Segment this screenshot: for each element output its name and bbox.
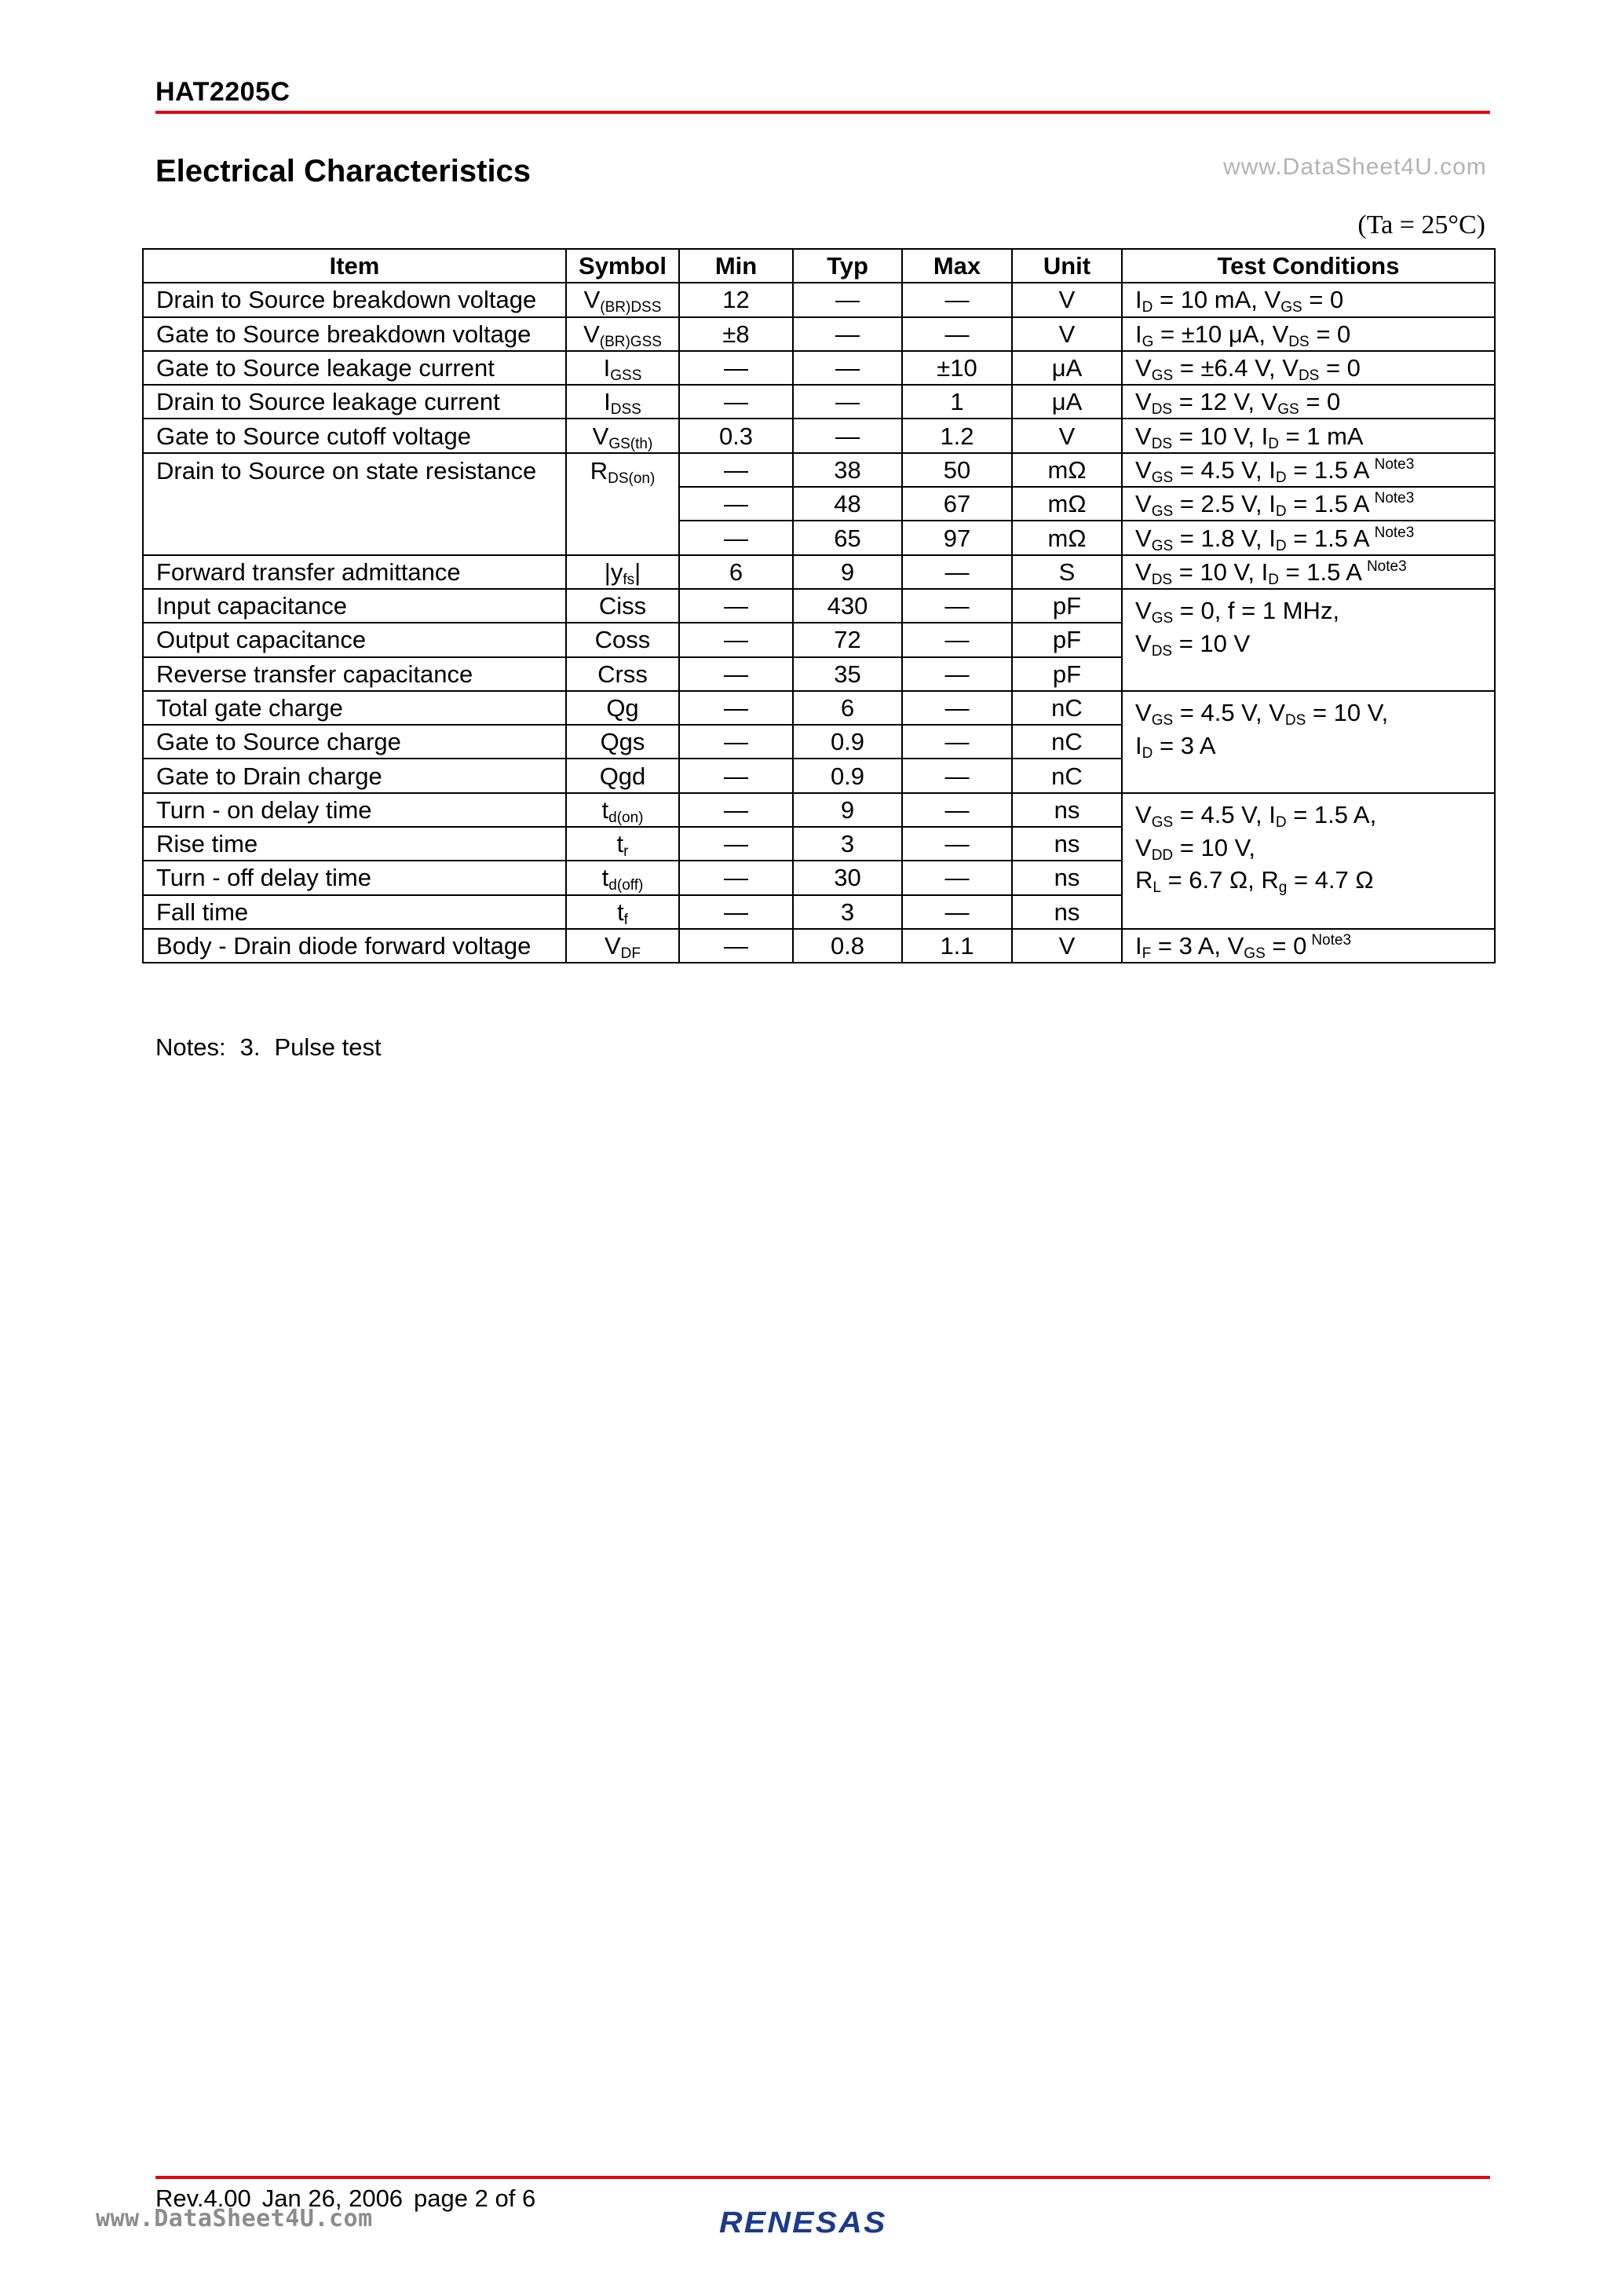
header-item: Item xyxy=(143,249,566,283)
test-condition-cell: $V_{GS} = 1.8$ V, $I_D = 1.5$ A $^{Note3}$ xyxy=(1122,521,1495,554)
unit-cell: V xyxy=(1012,317,1122,351)
watermark-text: www.DataSheet4U.com xyxy=(1223,154,1487,180)
unit-cell: ns xyxy=(1012,895,1122,929)
symbol-subscript: d(off) xyxy=(608,877,644,894)
item-cell: Rise time xyxy=(143,827,566,861)
symbol-cell xyxy=(566,725,679,759)
header-test-conditions: Test Conditions xyxy=(1122,249,1495,283)
symbol-main: V xyxy=(583,286,601,314)
symbol-cell xyxy=(566,827,679,861)
max-cell: — xyxy=(902,589,1012,623)
symbol-subscript: GSS xyxy=(610,367,642,385)
symbol-main: |y xyxy=(604,558,623,586)
min-cell: — xyxy=(679,793,793,827)
item-cell: Gate to Drain charge xyxy=(143,759,566,792)
table-row xyxy=(143,691,1495,725)
min-cell: — xyxy=(679,725,793,759)
typ-cell: 9 xyxy=(793,793,902,827)
min-cell: — xyxy=(679,623,793,656)
symbol-subscript: GS(th) xyxy=(608,435,653,452)
symbol-cell xyxy=(566,691,679,725)
table-row xyxy=(143,929,1495,963)
min-cell: — xyxy=(679,929,793,963)
symbol-subscript: fs xyxy=(623,571,635,588)
note-number: 3. xyxy=(239,1033,261,1061)
min-cell: — xyxy=(679,691,793,725)
symbol-subscript: (BR)GSS xyxy=(599,333,662,350)
footer-watermark: www.DataSheet4U.com xyxy=(96,2205,373,2232)
symbol-cell xyxy=(566,453,679,555)
symbol-cell xyxy=(566,555,679,589)
symbol-cell xyxy=(566,351,679,385)
note-text: Pulse test xyxy=(274,1033,382,1061)
symbol-subscript: d(on) xyxy=(608,809,644,826)
typ-cell: — xyxy=(793,283,902,316)
item-cell: Total gate charge xyxy=(143,691,566,725)
max-cell: — xyxy=(902,793,1012,827)
min-cell: 0.3 xyxy=(679,419,793,452)
test-condition-cell: $I_D = 10$ mA, $V_{GS} = 0$ xyxy=(1122,283,1495,316)
item-cell: Gate to Source cutoff voltage xyxy=(143,419,566,452)
symbol-subscript: DF xyxy=(620,945,641,963)
item-cell: Gate to Source breakdown voltage xyxy=(143,317,566,351)
unit-cell: mΩ xyxy=(1012,487,1122,521)
max-cell: — xyxy=(902,317,1012,351)
unit-cell: pF xyxy=(1012,657,1122,691)
unit-cell: mΩ xyxy=(1012,453,1122,487)
symbol-cell xyxy=(566,385,679,419)
table-row xyxy=(143,419,1495,452)
symbol-main: Qgd xyxy=(599,762,646,790)
notes-label: Notes: xyxy=(155,1033,226,1061)
test-condition-cell: $V_{DS} = 10$ V, $I_D = 1$ mA xyxy=(1122,419,1495,452)
typ-cell: 48 xyxy=(793,487,902,521)
unit-cell: V xyxy=(1012,929,1122,963)
unit-cell: S xyxy=(1012,555,1122,589)
footer-rev: Rev.4.00 xyxy=(155,2184,251,2212)
unit-cell: pF xyxy=(1012,589,1122,623)
typ-cell: 9 xyxy=(793,555,902,589)
test-condition-cell: $V_{GS} = 2.5$ V, $I_D = 1.5$ A $^{Note3}$ xyxy=(1122,487,1495,521)
symbol-subscript: (BR)DSS xyxy=(600,299,662,316)
item-cell: Fall time xyxy=(143,895,566,929)
symbol-cell xyxy=(566,861,679,894)
symbol-cell xyxy=(566,929,679,963)
typ-cell: 430 xyxy=(793,589,902,623)
max-cell: 1.2 xyxy=(902,419,1012,452)
header-unit: Unit xyxy=(1012,249,1122,283)
item-cell: Reverse transfer capacitance xyxy=(143,657,566,691)
test-condition-cell: $I_F = 3$ A, $V_{GS} = 0$ $^{Note3}$ xyxy=(1122,929,1495,963)
test-condition-cell: $V_{GS} = 4.5$ V, $I_D = 1.5$ A $^{Note3}$ xyxy=(1122,453,1495,487)
table-row xyxy=(143,555,1495,589)
table-row xyxy=(143,589,1495,623)
test-condition-cell: $V_{DS} = 10$ V, $I_D = 1.5$ A $^{Note3}$ xyxy=(1122,555,1495,589)
symbol-main: I xyxy=(603,354,611,382)
symbol-main: V xyxy=(592,422,609,450)
table-row xyxy=(143,385,1495,419)
max-cell: — xyxy=(902,657,1012,691)
min-cell: 12 xyxy=(679,283,793,316)
section-title: Electrical Characteristics xyxy=(155,154,532,188)
test-condition-cell: $V_{DS} = 12$ V, $V_{GS} = 0$ xyxy=(1122,385,1495,419)
table-row xyxy=(143,283,1495,316)
symbol-cell xyxy=(566,623,679,656)
renesas-logo: RENESAS xyxy=(719,2206,887,2239)
max-cell: — xyxy=(902,725,1012,759)
item-cell: Gate to Source leakage current xyxy=(143,351,566,385)
min-cell: — xyxy=(679,861,793,894)
symbol-main: Qg xyxy=(606,694,639,722)
symbol-main: Qgs xyxy=(600,728,645,756)
max-cell: 97 xyxy=(902,521,1012,554)
table-row xyxy=(143,317,1495,351)
footer-page: page 2 of 6 xyxy=(414,2184,536,2212)
symbol-cell xyxy=(566,759,679,792)
typ-cell: 35 xyxy=(793,657,902,691)
typ-cell: — xyxy=(793,419,902,452)
test-condition-cell: $V_{GS} = 4.5$ V, $V_{DS} = 10$ V, $I_D = 3$ A xyxy=(1122,691,1495,793)
typ-cell: 72 xyxy=(793,623,902,656)
symbol-main: Ciss xyxy=(598,592,647,620)
symbol-cell xyxy=(566,283,679,316)
symbol-suffix: | xyxy=(634,558,641,586)
notes xyxy=(155,1033,396,1062)
item-cell: Output capacitance xyxy=(143,623,566,656)
typ-cell: 0.9 xyxy=(793,725,902,759)
min-cell: — xyxy=(679,521,793,554)
ambient-temperature-note: (Ta = 25°C) xyxy=(1357,210,1485,239)
symbol-main: Coss xyxy=(594,626,651,654)
symbol-cell xyxy=(566,793,679,827)
test-condition-cell: $V_{GS} = 4.5$ V, $I_D = 1.5$ A, $V_{DD} = 10$ V, $R_L = 6.7$ Ω, $R_g = 4.7$ Ω xyxy=(1122,793,1495,929)
max-cell: — xyxy=(902,895,1012,929)
max-cell: 1.1 xyxy=(902,929,1012,963)
symbol-main: I xyxy=(604,388,611,416)
unit-cell: μA xyxy=(1012,385,1122,419)
test-condition-cell: $V_{GS} = 0$, f = 1 MHz, $V_{DS} = 10$ V xyxy=(1122,589,1495,691)
symbol-cell xyxy=(566,589,679,623)
symbol-main: t xyxy=(616,830,624,858)
symbol-main: t xyxy=(601,795,609,824)
typ-cell: 3 xyxy=(793,827,902,861)
min-cell: ±8 xyxy=(679,317,793,351)
typ-cell: 0.9 xyxy=(793,759,902,792)
symbol-cell xyxy=(566,895,679,929)
header-typ: Typ xyxy=(793,249,902,283)
item-cell: Drain to Source on state resistance xyxy=(143,453,566,555)
unit-cell: mΩ xyxy=(1012,521,1122,554)
min-cell: — xyxy=(679,351,793,385)
part-number: HAT2205C xyxy=(155,77,290,107)
typ-cell: — xyxy=(793,385,902,419)
unit-cell: V xyxy=(1012,283,1122,316)
symbol-subscript: f xyxy=(623,911,628,928)
unit-cell: nC xyxy=(1012,759,1122,792)
min-cell: — xyxy=(679,487,793,521)
header-min: Min xyxy=(679,249,793,283)
max-cell: — xyxy=(902,861,1012,894)
min-cell: — xyxy=(679,657,793,691)
typ-cell: 30 xyxy=(793,861,902,894)
header-rule xyxy=(155,111,1490,114)
item-cell: Turn - on delay time xyxy=(143,793,566,827)
symbol-cell xyxy=(566,317,679,351)
unit-cell: ns xyxy=(1012,827,1122,861)
test-condition-cell: $V_{GS} = \pm 6.4$ V, $V_{DS} = 0$ xyxy=(1122,351,1495,385)
min-cell: — xyxy=(679,759,793,792)
footer-date: Jan 26, 2006 xyxy=(261,2184,404,2212)
item-cell: Drain to Source breakdown voltage xyxy=(143,283,566,316)
max-cell: ±10 xyxy=(902,351,1012,385)
header-symbol: Symbol xyxy=(566,249,679,283)
min-cell: — xyxy=(679,453,793,487)
table-row xyxy=(143,793,1495,827)
typ-cell: 0.8 xyxy=(793,929,902,963)
max-cell: — xyxy=(902,827,1012,861)
min-cell: — xyxy=(679,895,793,929)
symbol-cell xyxy=(566,657,679,691)
typ-cell: 38 xyxy=(793,453,902,487)
min-cell: — xyxy=(679,385,793,419)
unit-cell: nC xyxy=(1012,691,1122,725)
typ-cell: 3 xyxy=(793,895,902,929)
typ-cell: — xyxy=(793,317,902,351)
min-cell: — xyxy=(679,827,793,861)
test-condition-cell: $I_G = \pm 10$ μA, $V_{DS} = 0$ xyxy=(1122,317,1495,351)
typ-cell: — xyxy=(793,351,902,385)
symbol-main: t xyxy=(601,864,609,892)
typ-cell: 6 xyxy=(793,691,902,725)
max-cell: — xyxy=(902,555,1012,589)
max-cell: 50 xyxy=(902,453,1012,487)
unit-cell: pF xyxy=(1012,623,1122,656)
max-cell: — xyxy=(902,283,1012,316)
max-cell: — xyxy=(902,691,1012,725)
electrical-characteristics-table xyxy=(142,248,1496,963)
symbol-cell xyxy=(566,419,679,452)
symbol-subscript: r xyxy=(623,843,629,861)
item-cell: Body - Drain diode forward voltage xyxy=(143,929,566,963)
max-cell: — xyxy=(902,759,1012,792)
item-cell: Input capacitance xyxy=(143,589,566,623)
header-max: Max xyxy=(902,249,1012,283)
max-cell: — xyxy=(902,623,1012,656)
table-row xyxy=(143,351,1495,385)
table-header-row xyxy=(143,249,1495,283)
max-cell: 67 xyxy=(902,487,1012,521)
max-cell: 1 xyxy=(902,385,1012,419)
unit-cell: V xyxy=(1012,419,1122,452)
symbol-main: Crss xyxy=(597,660,648,688)
symbol-subscript: DS(on) xyxy=(608,470,656,487)
symbol-main: t xyxy=(617,898,624,926)
unit-cell: ns xyxy=(1012,861,1122,894)
item-cell: Gate to Source charge xyxy=(143,725,566,759)
table-row xyxy=(143,453,1495,487)
unit-cell: μA xyxy=(1012,351,1122,385)
unit-cell: nC xyxy=(1012,725,1122,759)
item-cell: Turn - off delay time xyxy=(143,861,566,894)
item-cell: Forward transfer admittance xyxy=(143,555,566,589)
symbol-subscript: DSS xyxy=(610,401,641,419)
unit-cell: ns xyxy=(1012,793,1122,827)
min-cell: — xyxy=(679,589,793,623)
item-cell: Drain to Source leakage current xyxy=(143,385,566,419)
symbol-main: V xyxy=(583,320,600,348)
typ-cell: 65 xyxy=(793,521,902,554)
footer-rule xyxy=(155,2176,1490,2179)
symbol-main: R xyxy=(590,456,608,484)
symbol-main: V xyxy=(604,932,621,960)
min-cell: 6 xyxy=(679,555,793,589)
